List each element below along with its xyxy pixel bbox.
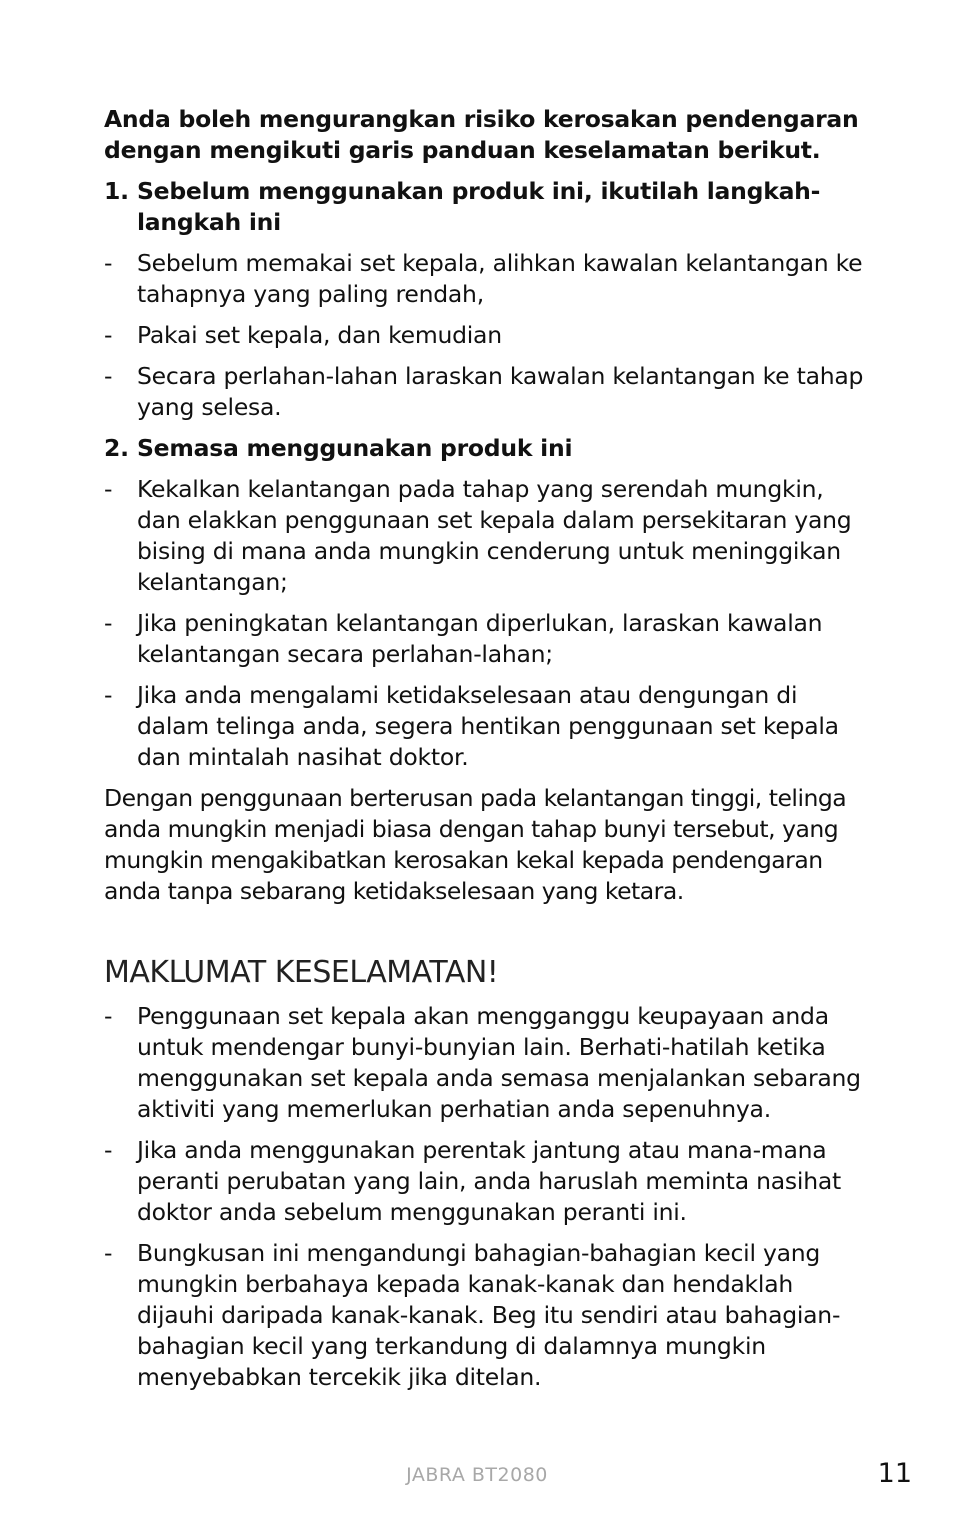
step-1-heading [104, 176, 864, 238]
bullet-dash: - [104, 681, 113, 709]
list-item [104, 1238, 864, 1393]
list-item-text: Bungkusan ini mengandungi bahagian-bahagian kecil yang mungkin berbahaya kepada kanak-kanak dan hendaklah dijauhi daripada kanak-kanak. Beg itu sendiri atau bahagian-bahagian kecil yang terkandung di dalamnya mungkin menyebabkan tercekik jika ditelan. [137, 1239, 841, 1391]
list-item [104, 1135, 864, 1228]
list-item-text: Jika peningkatan kelantangan diperlukan, laraskan kawalan kelantangan secara perlahan-lahan; [137, 609, 823, 668]
bullet-dash: - [104, 609, 113, 637]
step-title: Sebelum menggunakan produk ini, ikutilah langkah-langkah ini [137, 177, 821, 236]
warning-paragraph: Dengan penggunaan berterusan pada kelantangan tinggi, telinga anda mungkin menjadi biasa dengan tahap bunyi tersebut, yang mungkin mengakibatkan kerosakan kekal kepada pendengaran anda tanpa sebarang ketidakselesaan yang ketara. [104, 784, 847, 905]
bullet-dash: - [104, 1136, 113, 1164]
bullet-dash: - [104, 475, 113, 503]
list-item-text: Jika anda menggunakan perentak jantung atau mana-mana peranti perubatan yang lain, anda haruslah meminta nasihat doktor anda sebelum menggunakan peranti ini. [137, 1136, 841, 1226]
bullet-dash: - [104, 321, 113, 349]
step-number: 1. [104, 177, 129, 205]
list-item-text: Sebelum memakai set kepala, alihkan kawalan kelantangan ke tahapnya yang paling rendah, [137, 249, 863, 308]
step-2-heading [104, 433, 864, 464]
bullet-dash: - [104, 362, 113, 390]
list-item-text: Pakai set kepala, dan kemudian [137, 321, 502, 349]
list-item [104, 680, 864, 773]
step-title: Semasa menggunakan produk ini [137, 434, 573, 462]
list-item-text: Jika anda mengalami ketidakselesaan atau dengungan di dalam telinga anda, segera hentikan penggunaan set kepala dan mintalah nasihat doktor. [137, 681, 839, 771]
step-number: 2. [104, 434, 129, 462]
safety-heading: MAKLUMAT KESELAMATAN! [104, 955, 499, 990]
list-item-text: Kekalkan kelantangan pada tahap yang serendah mungkin, dan elakkan penggunaan set kepala dalam persekitaran yang bising di mana anda mungkin cenderung untuk meninggikan kelantangan; [137, 475, 852, 596]
list-item [104, 474, 864, 598]
list-item-text: Secara perlahan-lahan laraskan kawalan kelantangan ke tahap yang selesa. [137, 362, 864, 421]
page-number: 11 [877, 1458, 912, 1489]
footer-brand: JABRA BT2080 [406, 1464, 548, 1486]
list-item-text: Penggunaan set kepala akan mengganggu keupayaan anda untuk mendengar bunyi-bunyian lain. Berhati-hatilah ketika menggunakan set kepala anda semasa menjalankan sebarang aktiviti yang memerlukan perhatian anda sepenuhnya. [137, 1002, 861, 1123]
bullet-dash: - [104, 1239, 113, 1267]
list-item [104, 248, 864, 310]
page-content [104, 104, 864, 1403]
intro-text: Anda boleh mengurangkan risiko kerosakan pendengaran dengan mengikuti garis panduan keselamatan berikut. [104, 105, 859, 164]
list-item [104, 361, 864, 423]
list-item [104, 1001, 864, 1125]
list-item [104, 608, 864, 670]
bullet-dash: - [104, 249, 113, 277]
bullet-dash: - [104, 1002, 113, 1030]
list-item [104, 320, 864, 351]
